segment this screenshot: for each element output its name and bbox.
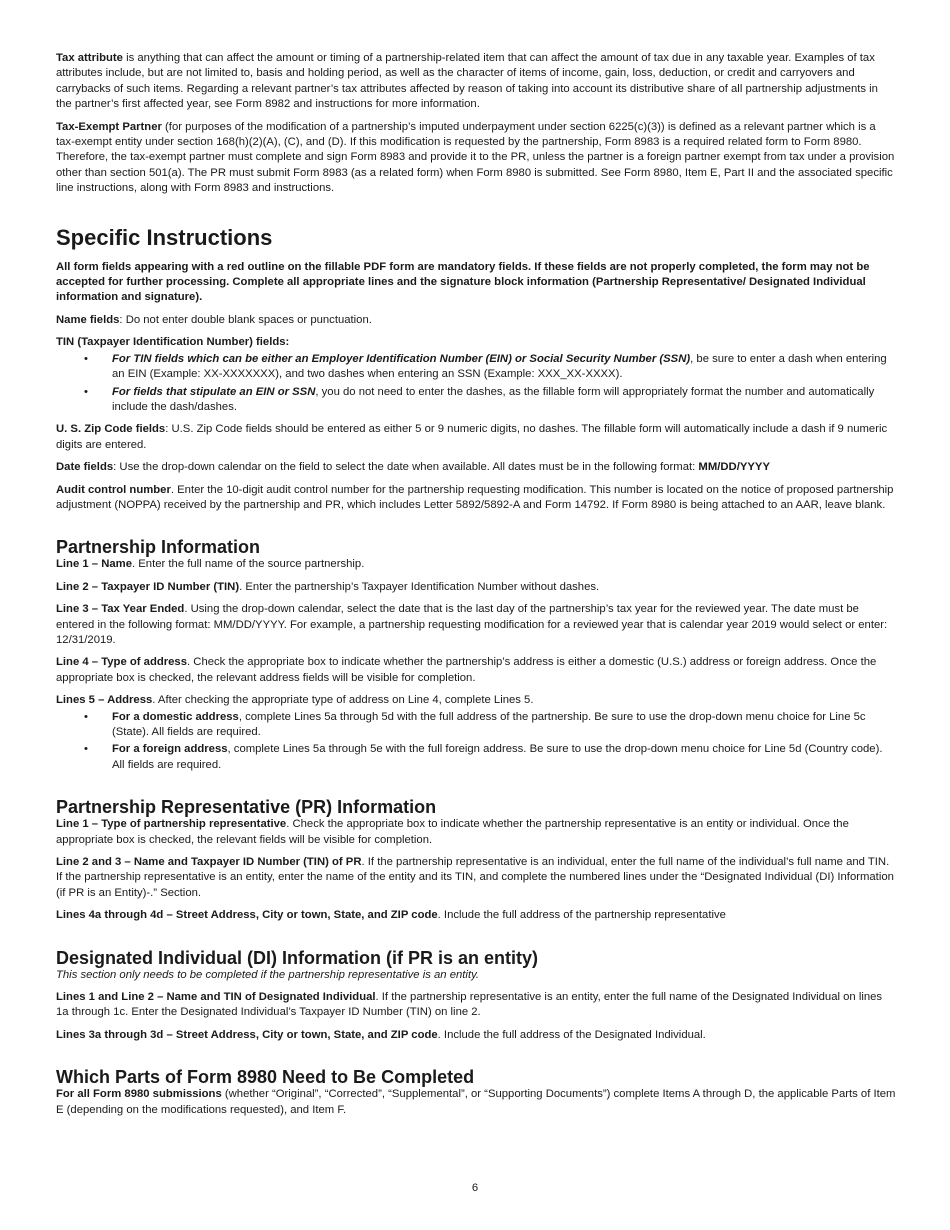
parts-all-submissions: For all Form 8980 submissions (whether “Original”, “Corrected”, “Supplemental”, or “Supporting Documents”) complete Items A through D, the applicable Parts of Item E (depending on the modifications requested), and Item F. — [56, 1088, 896, 1116]
specific-instructions-heading: Specific Instructions — [56, 224, 273, 250]
di-line-1-2: Lines 1 and Line 2 – Name and TIN of Designated Individual. If the partnership representative is an entity, enter the full name of the Designated Individual on lines 1a through 1c. Enter the Designated Individual’s Taxpayer ID Number (TIN) on line 2. — [56, 991, 883, 1019]
partnership-line-2: Line 2 – Taxpayer ID Number (TIN). Enter the partnership’s Taxpayer Identification Number without dashes. — [56, 580, 600, 593]
partnership-information-heading: Partnership Information — [56, 537, 261, 558]
tin-fields-heading: TIN (Taxpayer Identification Number) fields: — [56, 336, 290, 349]
partnership-line-3: Line 3 – Tax Year Ended. Using the drop-down calendar, select the date that is the last day of the partnership’s tax year for the reviewed year. The date must be entered in the following format: MM/DD/YYYY. For example, a partnership requesting modification for a reviewed year that is calendar year 2019 would select or enter: 12/31/2019. — [56, 603, 888, 646]
paragraph-term: Name fields — [56, 313, 120, 326]
zip-code-paragraph: U. S. Zip Code fields: U.S. Zip Code fields should be entered as either 5 or 9 numeric digits, no dashes. The fillable form will automatically include a dash if 9 numeric digits are entered. — [56, 423, 888, 451]
definition-term: Tax attribute — [56, 52, 123, 64]
paragraph-term: Audit control number — [56, 483, 171, 496]
di-section-note: This section only needs to be completed if the partnership representative is an entity. — [56, 968, 480, 981]
list-item: • For fields that stipulate an EIN or SSN, you do not need to enter the dashes, as the fillable form will appropriately format the number and automatically include the dash/dashes. — [112, 385, 896, 416]
list-item: • For a foreign address, complete Lines 5a through 5e with the full foreign address. Be sure to use the drop-down menu choice for Line 5d (Country code). All fields are required. — [112, 742, 896, 773]
paragraph-term: U. S. Zip Code fields — [56, 423, 166, 436]
tin-bullet-list — [56, 352, 896, 416]
list-item: • For TIN fields which can be either an Employer Identification Number (EIN) or Social Security Number (SSN), be sure to enter a dash when entering an EIN (Example: XX-XXXXXXX), and two dashes when entering an SSN (Example: XXX_XX-XXXX). — [112, 352, 896, 383]
definition-text: is anything that can affect the amount or timing of a partnership-related item that can affect the amount of tax due in any taxable year. Examples of tax attributes include, but are not limited to, basis and holding period, as well as the character of items of income, gain, loss, deduction, or credit and carryovers and carrybacks of such items. Regarding a relevant partner’s tax attributes affected by reason of taking into account its distributive share of all partnership adjustments in the partner’s first affected year, see Form 8982 and instructions for more information. — [56, 52, 878, 111]
di-information-heading: Designated Individual (DI) Information (if PR is an entity) — [56, 947, 539, 968]
definition-text: (for purposes of the modification of a partnership’s imputed underpayment under section 6225(c)(3)) is defined as a relevant partner which is a tax-exempt entity under section 168(h)(2)(A), (C), and (D). If this modification is requested by the partnership, Form 8983 is a required related form to Form 8980. Therefore, the tax-exempt partner must complete and sign Form 8983 and provide it to the PR, unless the partner is a foreign partner exempt from tax under a provision other than section 501(a). The PR must submit Form 8983 (as a related form) when Form 8980 is submitted. See Form 8980, Item E, Part II and the associated specific line instructions, along with Form 8983 and instructions. — [56, 120, 895, 195]
address-bullet-list — [56, 710, 896, 774]
specific-instructions-intro: All form fields appearing with a red outline on the fillable PDF form are mandatory fields. If these fields are not properly completed, the form may not be accepted for further processing. Complete all appropriate lines and the signature block information (Partnership Representative/ Designated Individual information and signature). — [56, 260, 870, 304]
list-item: • For a domestic address, complete Lines 5a through 5d with the full address of the partnership. Be sure to use the drop-down menu choice for Line 5c (State). All fields are required. — [112, 710, 896, 741]
di-line-3: Lines 3a through 3d – Street Address, City or town, State, and ZIP code. Include the full address of the Designated Individual. — [56, 1028, 706, 1041]
tax-exempt-partner-definition — [56, 120, 896, 197]
partnership-line-4: Line 4 – Type of address. Check the appropriate box to indicate whether the partnership’s address is either a domestic (U.S.) address or foreign address. Once the appropriate box is checked, the relevant address fields will be visible for completion. — [56, 656, 877, 684]
pr-line-1: Line 1 – Type of partnership representative. Check the appropriate box to indicate whether the partnership representative is an entity or individual. Once the appropriate box is checked, the relevant fields will be visible for completion. — [56, 818, 849, 846]
audit-control-paragraph: Audit control number. Enter the 10-digit audit control number for the partnership requesting modification. This number is located on the notice of proposed partnership adjustment (NOPPA) received by the partnership and PR, which includes Letter 5892/5892-A and Form 14792. If Form 8980 is being attached to an AAR, leave blank. — [56, 483, 894, 511]
definition-term: Tax-Exempt Partner — [56, 120, 162, 133]
parts-heading: Which Parts of Form 8980 Need to Be Completed — [56, 1067, 475, 1088]
date-format: MM/DD/YYYY — [698, 461, 770, 474]
pr-information-heading: Partnership Representative (PR) Information — [56, 797, 437, 818]
name-fields-paragraph: Name fields: Do not enter double blank spaces or punctuation. — [56, 313, 372, 326]
date-fields-paragraph: Date fields: Use the drop-down calendar on the field to select the date when available. All dates must be in the following format: MM/DD/YYYY — [56, 461, 770, 474]
pr-line-2-3: Line 2 and 3 – Name and Taxpayer ID Number (TIN) of PR. If the partnership representative is an individual, enter the full name of the individual’s full name and TIN. If the partnership representative is an entity, enter the name of the entity and its TIN, and complete the numbered lines under the “Designated Individual (DI) Information (if PR is an Entity)-.” Section. — [56, 856, 894, 899]
paragraph-term: Date fields — [56, 461, 114, 474]
tax-attribute-definition — [56, 51, 896, 113]
partnership-line-1: Line 1 – Name. Enter the full name of the source partnership. — [56, 558, 365, 571]
document-page — [56, 51, 896, 1125]
page-number: 6 — [471, 1182, 479, 1194]
pr-line-4: Lines 4a through 4d – Street Address, City or town, State, and ZIP code. Include the full address of the partnership representative — [56, 909, 726, 922]
partnership-line-5: Lines 5 – Address. After checking the appropriate type of address on Line 4, complete Lines 5. — [56, 694, 534, 707]
